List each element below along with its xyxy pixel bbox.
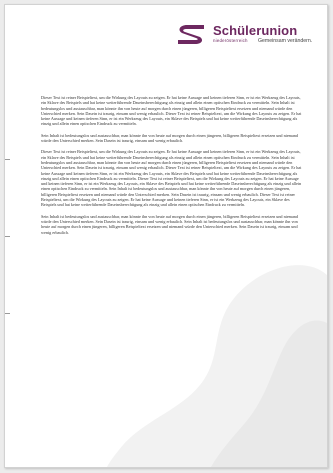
schuelerunion-logo xyxy=(163,21,313,51)
letter-body xyxy=(41,95,303,241)
logo-subtitle: niederösterreich xyxy=(213,38,248,43)
fold-mark xyxy=(5,159,10,160)
body-paragraph-3: Dieser Text ist reiner Beispieltext, um die Wirkung des Layouts zu zeigen. Er hat keine Aussage und keinen tieferen Sinn, er ist ein Werkzeug des Layouts, ein Sklave des Beispiels und hat keine weiterführende Daseinsberechtigung als einzig und allein einen optischen Eindruck zu vermitteln. Sein Inhalt ist bedeutungslos und austauschbar, man könnte ihn von heute auf morgen durch einen jüngeren, billigeren Beispieltext ersetzen und niemand würde den Unterschied merken. Sein Dasein ist traurig, einsam und wenig erbaulich. Dieser Text ist reiner Beispieltext, um die Wirkung des Layouts zu zeigen. Er hat keine Aussage und keinen tieferen Sinn, er ist ein Werkzeug des Layouts, ein Sklave des Beispiels und hat keine weiterführende Daseinsberechtigung als einzig und allein einen optischen Eindruck zu vermitteln. Dieser Text ist reiner Beispieltext, um die Wirkung des Layouts zu zeigen. Er hat keine Aussage und keinen tieferen Sinn, er ist ein Werkzeug des Layouts, ein Sklave des Beispiels und hat keine weiterführende Daseinsberechtigung als einzig und allein einen optischen Eindruck zu vermitteln. Sein Inhalt ist bedeutungslos und austauschbar, man könnte ihn von heute auf morgen durch einen jüngeren, billigeren Beispieltext ersetzen und niemand würde den Unterschied merken. Sein Dasein ist traurig, einsam und wenig erbaulich. Dieser Text ist reiner Beispieltext, um die Wirkung des Layouts zu zeigen. Er hat keine Aussage und keinen tieferen Sinn, er ist ein Werkzeug des Layouts, ein Sklave des Beispiels und hat keine weiterführende Daseinsberechtigung als einzig und allein einen optischen Eindruck zu vermitteln. xyxy=(41,149,302,208)
body-paragraph-1: Dieser Text ist reiner Beispieltext, um die Wirkung des Layouts zu zeigen. Er hat keine Aussage und keinen tieferen Sinn, er ist ein Werkzeug des Layouts, ein Sklave des Beispiels und hat keine weiterführende Daseinsberechtigung als einzig und allein einen optischen Eindruck zu vermitteln. Sein Inhalt ist bedeutungslos und austauschbar, man könnte ihn von heute auf morgen durch einen jüngeren, billigeren Beispieltext ersetzen und niemand würde den Unterschied merken. Sein Dasein ist traurig, einsam und wenig erbaulich. Dieser Text ist reiner Beispieltext, um die Wirkung des Layouts zu zeigen. Er hat keine Aussage und keinen tieferen Sinn, er ist ein Werkzeug des Layouts, ein Sklave des Beispiels und hat keine weiterführende Daseinsberechtigung als einzig und allein einen optischen Eindruck zu vermitteln. xyxy=(41,95,302,127)
fold-mark xyxy=(5,313,10,314)
body-paragraph-2: Sein Inhalt ist bedeutungslos und austauschbar, man könnte ihn von heute auf morgen durch einen jüngeren, billigeren Beispieltext ersetzen und niemand würde den Unterschied merken. Sein Dasein ist traurig, einsam und wenig erbaulich. xyxy=(41,132,298,144)
logo-tagline: Gemeinsam verändern. xyxy=(258,38,313,44)
letter-page xyxy=(4,4,328,468)
punch-mark xyxy=(5,236,10,237)
su-logo-icon xyxy=(175,25,209,45)
logo-name: Schülerunion xyxy=(213,23,298,38)
body-paragraph-4: Sein Inhalt ist bedeutungslos und austauschbar, man könnte ihn von heute auf morgen durch einen jüngeren, billigeren Beispieltext ersetzen und niemand würde den Unterschied merken. Sein Dasein ist traurig, einsam und wenig erbaulich. Sein Inhalt ist bedeutungslos und austauschbar, man könnte ihn von heute auf morgen durch einen jüngeren, billigeren Beispieltext ersetzen und niemand würde den Unterschied merken. Sein Dasein ist traurig, einsam und wenig erbaulich. xyxy=(41,213,298,235)
